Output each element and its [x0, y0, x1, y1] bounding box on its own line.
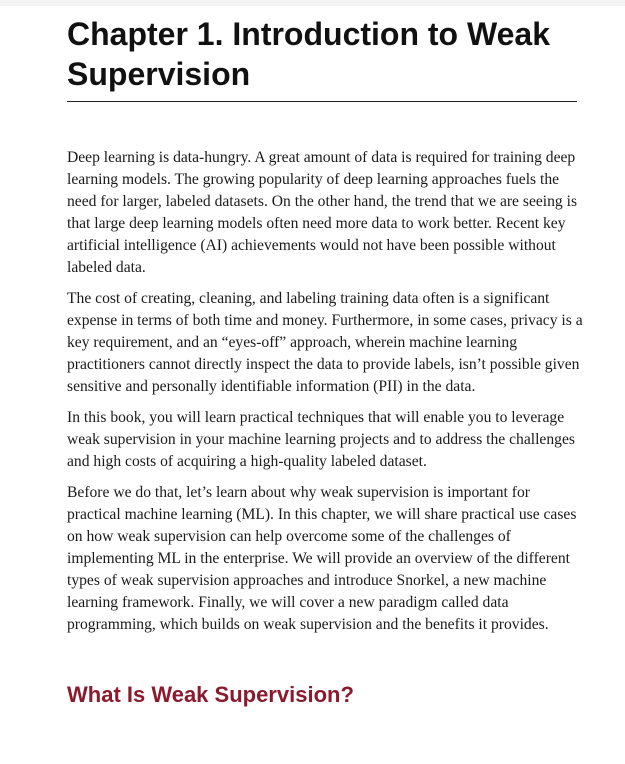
- paragraph-intro: Deep learning is data-hungry. A great amount of data is required for training deep learning models. The growing popularity of deep learning approaches fuels the need for larger, labeled datasets. On the other hand, the trend that we are seeing is that large deep learning models often need more data to work better. Recent key artificial intelligence (AI) achievements would not have been possible without labeled data.: [67, 149, 578, 276]
- page-top-edge: [0, 0, 625, 6]
- chapter-body: [67, 147, 587, 645]
- paragraph-book-purpose: In this book, you will learn practical techniques that will enable you to leverage weak supervision in your machine learning projects and to address the challenges and high costs of acquiring a high-quality labeled dataset.: [67, 409, 575, 470]
- title-divider: [67, 101, 577, 102]
- paragraph-cost: The cost of creating, cleaning, and labeling training data often is a significant expense in terms of both time and money. Furthermore, in some cases, privacy is a key requirement, and an “eyes-off” approach, wherein machine learning practitioners cannot directly inspect the data to provide labels, isn’t possible given sensitive and personally identifiable information (PII) in the data.: [67, 290, 583, 395]
- chapter-title: Chapter 1. Introduction to Weak Supervision: [67, 16, 550, 92]
- paragraph-chapter-overview: Before we do that, let’s learn about why weak supervision is important for practical machine learning (ML). In this chapter, we will share practical use cases on how weak supervision can help overcome some of the challenges of implementing ML in the enterprise. We will provide an overview of the different types of weak supervision approaches and introduce Snorkel, a new machine learning framework. Finally, we will cover a new paradigm called data programming, which builds on weak supervision and the benefits it provides.: [67, 484, 577, 633]
- section-heading: What Is Weak Supervision?: [67, 682, 354, 707]
